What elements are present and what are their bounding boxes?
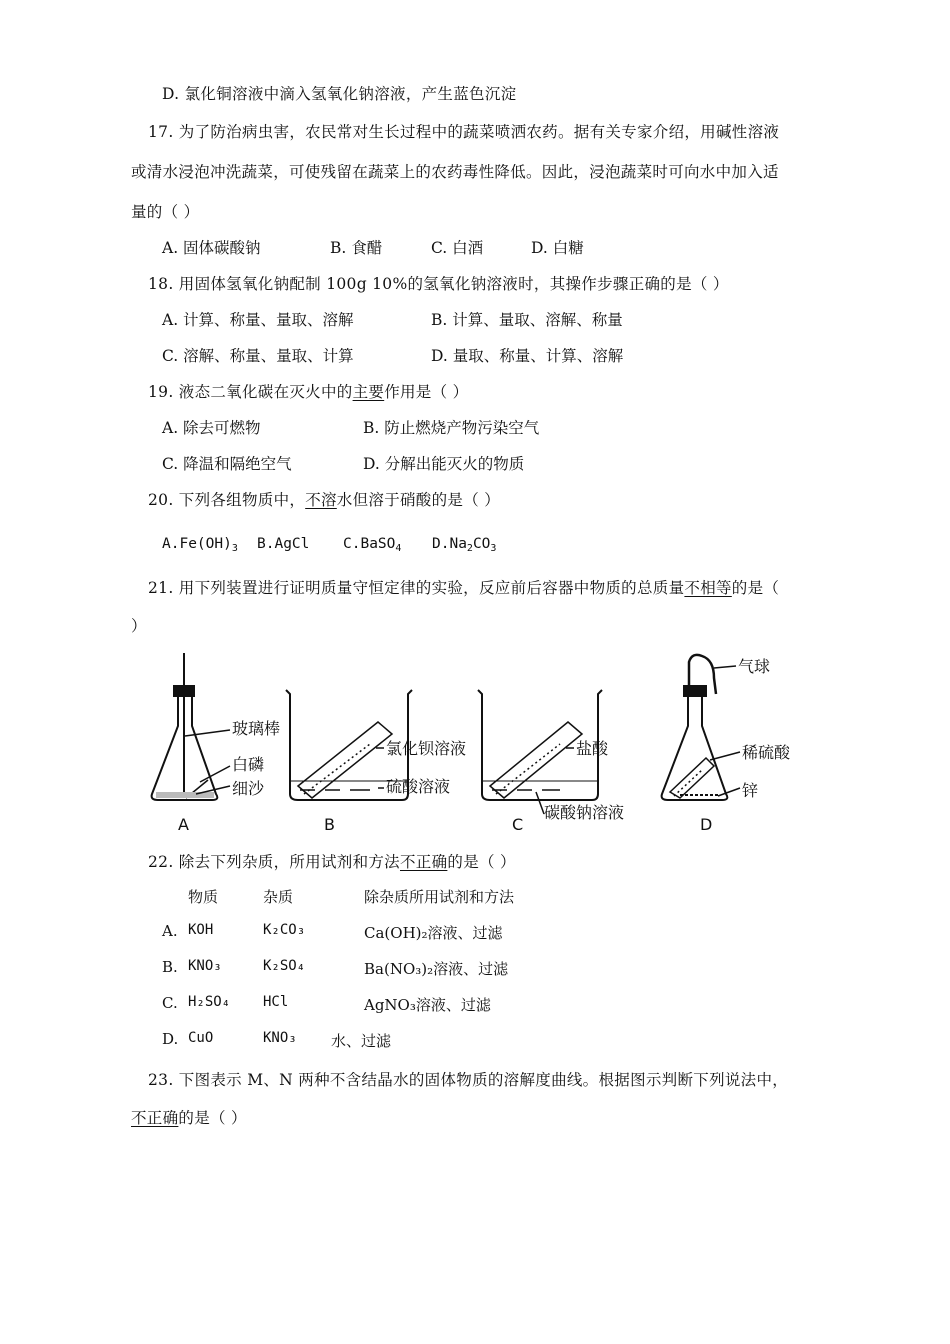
q19-stem-prefix: 19. 液态二氧化碳在灭火中的: [148, 383, 353, 401]
q19-stem-suffix: 作用是（ ）: [384, 383, 469, 401]
q22-row-d-option: D.: [162, 1030, 179, 1048]
q20-option-d-formula-a: D.Na: [432, 536, 467, 552]
q21-emphasis: 不相等: [684, 579, 732, 597]
label-na2co3-solution: 碳酸钠溶液: [544, 803, 625, 822]
q20-option-d: [432, 536, 496, 554]
q22-row-c-method: AgNO₃溶液、过滤: [364, 996, 491, 1014]
q18-option-d: D. 量取、称量、计算、溶解: [431, 347, 624, 365]
label-hcl: 盐酸: [576, 739, 609, 758]
label-dilute-h2so4: 稀硫酸: [742, 743, 791, 762]
q22-row-c-substance: H₂SO₄: [188, 994, 231, 1010]
q20-emphasis: 不溶: [305, 491, 337, 509]
label-zinc: 锌: [742, 781, 759, 800]
label-c: C: [512, 815, 524, 834]
q16-option-d: D. 氯化铜溶液中滴入氢氧化钠溶液，产生蓝色沉淀: [162, 85, 517, 103]
q22-header-substance: 物质: [188, 888, 219, 906]
q17-option-a: A. 固体碳酸钠: [162, 239, 261, 257]
q20-option-c: [343, 536, 401, 554]
q22-row-c-option: C.: [162, 994, 178, 1012]
q22-row-d-method: 水、过滤: [331, 1032, 392, 1050]
q22-row-b-substance: KNO₃: [188, 958, 222, 974]
flask-a: [152, 653, 230, 800]
q22-row-c-impurity: HCl: [263, 994, 289, 1010]
label-balloon: 气球: [738, 657, 771, 676]
q17-stem-line3: 量的（ ）: [131, 203, 200, 221]
q17-option-b: B. 食醋: [330, 239, 383, 257]
q20-option-c-subscript: 4: [395, 543, 402, 554]
q18-option-b: B. 计算、量取、溶解、称量: [431, 311, 623, 329]
q19-emphasis: 主要: [352, 383, 385, 401]
q21-apparatus-figure: [140, 648, 820, 838]
q20-option-c-formula: C.BaSO: [343, 536, 396, 552]
q22-row-a-substance: KOH: [188, 922, 214, 938]
q22-row-a-impurity: K₂CO₃: [263, 922, 306, 938]
q22-row-b-method: Ba(NO₃)₂溶液、过滤: [364, 960, 509, 978]
q20-option-d-subscript-2: 3: [490, 543, 497, 554]
q22-row-d-impurity: KNO₃: [263, 1030, 297, 1046]
q22-emphasis: 不正确: [399, 853, 448, 871]
q17-option-c: C. 白酒: [431, 239, 484, 257]
q19-option-a: A. 除去可燃物: [162, 419, 261, 437]
q18-option-c: C. 溶解、称量、量取、计算: [162, 347, 354, 365]
q20-option-d-subscript-1: 2: [466, 543, 473, 554]
q22-row-b-option: B.: [162, 958, 178, 976]
q22-row-a-method: Ca(OH)₂溶液、过滤: [364, 924, 503, 942]
q19-stem: [148, 380, 468, 402]
q20-option-a: [162, 536, 238, 554]
q17-stem-line1: 17. 为了防治病虫害，农民常对生长过程中的蔬菜喷洒农药。据有关专家介绍，用碱性溶液: [148, 123, 780, 141]
q21-stem-prefix: 21. 用下列装置进行证明质量守恒定律的实验，反应前后容器中物质的总质量: [148, 579, 685, 597]
label-glass-rod: 玻璃棒: [232, 719, 281, 738]
q22-row-b-impurity: K₂SO₄: [263, 958, 306, 974]
label-b: B: [324, 815, 335, 834]
q20-option-d-formula-b: CO: [472, 536, 491, 552]
q20-stem-prefix: 20. 下列各组物质中，: [148, 491, 306, 509]
label-bacl2-solution: 氯化钡溶液: [386, 739, 467, 758]
q20-stem: [148, 488, 500, 510]
q17-stem-line2: 或清水浸泡冲洗蔬菜，可使残留在蔬菜上的农药毒性降低。因此，浸泡蔬菜时可向水中加入适: [131, 163, 779, 181]
q22-row-a-option: A.: [162, 922, 178, 940]
q19-option-d: D. 分解出能灭火的物质: [363, 455, 525, 473]
q22-stem-prefix: 22. 除去下列杂质，所用试剂和方法: [148, 853, 400, 871]
q23-stem-line1: 23. 下图表示 M、N 两种不含结晶水的固体物质的溶解度曲线。根据图示判断下列说法中，: [148, 1071, 789, 1089]
q21-stem: [148, 576, 779, 598]
q22-stem-suffix: 的是（ ）: [447, 853, 516, 871]
label-sulfate-solution: 硫酸溶液: [386, 777, 451, 796]
q23-stem-suffix: 的是（ ）: [178, 1109, 247, 1127]
q23-stem-line2: [131, 1106, 247, 1128]
q20-option-a-subscript: 3: [231, 543, 238, 554]
q20-option-b: B.AgCl: [257, 536, 310, 552]
q22-row-d-substance: CuO: [188, 1030, 214, 1046]
q22-header-impurity: 杂质: [263, 888, 294, 906]
q21-stem-suffix: 的是（: [731, 579, 780, 597]
label-d: D: [700, 815, 713, 834]
q18-option-a: A. 计算、称量、量取、溶解: [162, 311, 354, 329]
q22-stem: [148, 850, 516, 872]
q17-option-d: D. 白糖: [531, 239, 584, 257]
label-a: A: [178, 815, 189, 834]
q18-stem: 18. 用固体氢氧化钠配制 100g 10%的氢氧化钠溶液时，其操作步骤正确的是（ ）: [148, 275, 729, 293]
q21-stem-line2: ）: [131, 617, 147, 635]
flask-d: [662, 655, 740, 800]
q22-header-method: 除杂质所用试剂和方法: [364, 888, 515, 906]
q19-option-c: C. 降温和隔绝空气: [162, 455, 292, 473]
q20-stem-suffix: 水但溶于硝酸的是（ ）: [336, 491, 501, 509]
q23-emphasis: 不正确: [131, 1109, 179, 1127]
label-fine-sand: 细沙: [232, 779, 265, 798]
q19-option-b: B. 防止燃烧产物污染空气: [363, 419, 540, 437]
label-white-phosphorus: 白磷: [232, 755, 265, 774]
q20-option-a-formula: A.Fe(OH): [162, 536, 232, 552]
